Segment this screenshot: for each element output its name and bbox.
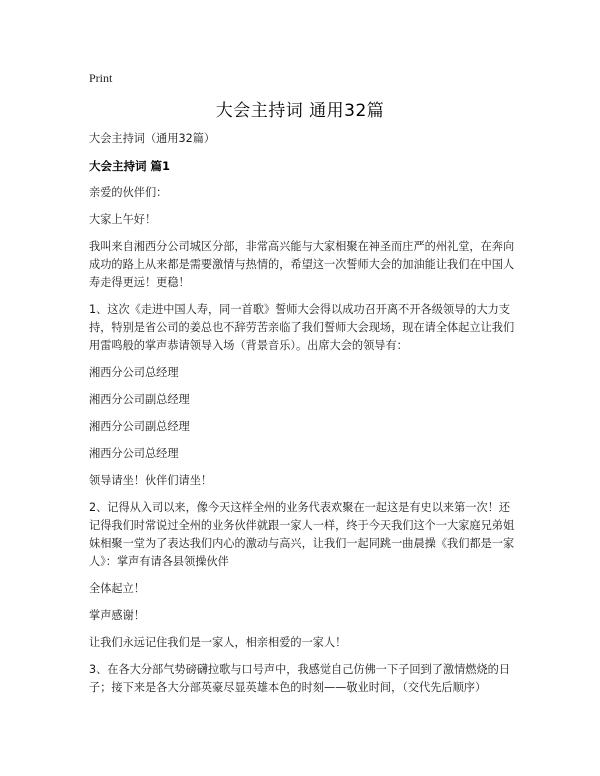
leader-line: 湘西分公司副总经理 [89, 393, 190, 406]
greeting-paragraph: 亲爱的伙伴们： [89, 186, 168, 199]
hello-paragraph: 大家上午好！ [89, 213, 157, 226]
print-label[interactable]: Print [89, 71, 113, 85]
please-sit-paragraph: 领导请坐！伙伴们请坐！ [89, 474, 213, 487]
remember-paragraph: 让我们永远记住我们是一家人，相亲相爱的一家人！ [89, 636, 347, 649]
item-3-paragraph: 3、在各大分部气势磅礴拉歌与口号声中，我感觉自己仿佛一下子回到了激情燃烧的日子；接下来是各大分部英豪尽显英雄本色的时刻——敬业时间，（交代先后顺序） [89, 663, 511, 694]
item-2-paragraph: 2、记得从入司以来，像今天这样全州的业务代表欢聚在一起这是有史以来第一次！还记得我们时常说过全州的业务伙伴就跟一家人一样，终于今天我们这个一大家庭兄弟姐妹相聚一堂为了表达我们内心的激动与高兴，让我们一起同跳一曲晨操《我们都是一家人》：掌声有请各县领操伙伴 [89, 501, 515, 568]
document-subtitle: 大会主持词（通用32篇） [89, 132, 216, 145]
document-body [89, 130, 517, 697]
leader-line: 湘西分公司副总经理 [89, 420, 190, 433]
leader-line: 湘西分公司总经理 [89, 447, 179, 460]
document-title: 大会主持词 通用32篇 [215, 101, 385, 121]
leader-line: 湘西分公司总经理 [89, 366, 179, 379]
applause-paragraph: 掌声感谢！ [89, 609, 145, 622]
item-1-paragraph: 1、这次《走进中国人寿，同一首歌》誓师大会得以成功召开离不开各级领导的大力支持，特别是省公司的姜总也不辞劳苦亲临了我们誓师大会现场，现在请全体起立让我们用雷鸣般的掌声恭请领导入场（背景音乐）。出席大会的领导有： [89, 303, 515, 352]
intro-paragraph: 我叫来自湘西分公司城区分部，非常高兴能与大家相聚在神圣而庄严的州礼堂，在奔向成功的路上从来都是需要激情与热情的，希望这一次誓师大会的加油能让我们在中国人寿走得更远！更稳！ [89, 240, 515, 289]
stand-up-paragraph: 全体起立！ [89, 582, 145, 595]
section-heading: 大会主持词 篇1 [89, 159, 171, 173]
